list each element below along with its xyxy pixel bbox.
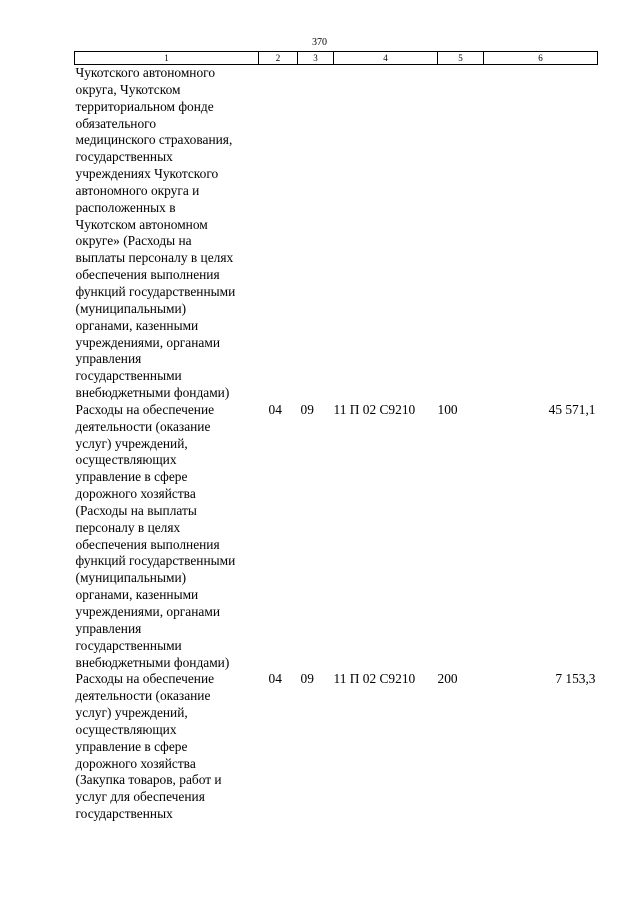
description-line: управления: [75, 351, 142, 367]
column-header: 1: [75, 52, 259, 65]
description-line: учреждениях Чукотского: [75, 166, 219, 182]
target-article-code: 11 П 02 С9210: [333, 401, 416, 417]
description-line: функций государственными: [75, 283, 236, 299]
description-line: услуг) учреждений,: [75, 435, 188, 451]
expense-type-code: 100: [437, 401, 458, 417]
description-line: медицинского страхования,: [75, 132, 233, 148]
description-line: управление в сфере: [75, 469, 188, 485]
description-line: выплаты персоналу в целях: [75, 250, 234, 266]
section-code: [259, 65, 298, 402]
subsection-code: 09: [300, 401, 314, 417]
description-line: государственных: [75, 806, 173, 822]
page-number: 370: [312, 37, 327, 48]
expense-type-code: 200: [437, 671, 458, 687]
description-line: дорожного хозяйства: [75, 755, 196, 771]
description-line: услуг для обеспечения: [75, 789, 205, 805]
column-header: 4: [334, 52, 438, 65]
description-line: территориальном фонде: [75, 98, 214, 114]
description-line: осуществляющих: [75, 721, 177, 737]
target-article-code: [334, 65, 438, 402]
amount-value: 7 153,3: [555, 671, 596, 687]
item-description: [75, 402, 259, 672]
description-line: осуществляющих: [75, 452, 177, 468]
description-line: государственными: [75, 637, 182, 653]
amount-value: 45 571,1: [548, 401, 596, 417]
subsection-code: 09: [300, 671, 314, 687]
description-line: (Расходы на выплаты: [75, 502, 197, 518]
table-row: [75, 671, 598, 823]
description-line: (муниципальными): [75, 300, 187, 316]
description-line: округа, Чукотском: [75, 81, 181, 97]
description-line: услуг) учреждений,: [75, 705, 188, 721]
description-line: управления: [75, 620, 142, 636]
table-row: [75, 402, 598, 672]
column-header: 5: [438, 52, 484, 65]
description-line: учреждениями, органами: [75, 334, 220, 350]
description-line: обеспечения выполнения: [75, 267, 220, 283]
description-line: внебюджетными фондами): [75, 654, 230, 670]
description-line: персоналу в целях: [75, 519, 181, 535]
budget-table-body: [75, 65, 598, 823]
description-line: округе» (Расходы на: [75, 233, 192, 249]
description-line: учреждениями, органами: [75, 604, 220, 619]
column-header: 3: [298, 52, 334, 65]
section-code: 04: [268, 671, 282, 687]
column-number-header-row: [75, 52, 598, 65]
subsection-code: [298, 65, 334, 402]
description-line: Расходы на обеспечение: [75, 401, 215, 417]
item-description: [75, 671, 259, 823]
description-line: Расходы на обеспечение: [75, 671, 215, 687]
expense-type-code: [438, 65, 484, 402]
description-line: обеспечения выполнения: [75, 536, 220, 552]
target-article-code: 11 П 02 С9210: [333, 671, 416, 687]
amount-value: [484, 65, 598, 402]
table-row: [75, 65, 598, 402]
description-line: государственными: [75, 368, 182, 384]
description-line: функций государственными: [75, 553, 236, 569]
description-line: расположенных в: [75, 199, 176, 215]
description-line: государственных: [75, 149, 173, 165]
description-line: органами, казенными: [75, 317, 199, 333]
description-line: деятельности (оказание: [75, 688, 211, 704]
description-line: управление в сфере: [75, 738, 188, 754]
description-line: Чукотского автономного: [75, 65, 216, 80]
item-description: [75, 65, 259, 402]
description-line: обязательного: [75, 115, 157, 131]
column-header: 6: [484, 52, 598, 65]
column-header: 2: [259, 52, 298, 65]
description-line: Чукотском автономном: [75, 216, 208, 232]
section-code: 04: [268, 401, 282, 417]
description-line: (Закупка товаров, работ и: [75, 772, 222, 788]
description-line: органами, казенными: [75, 587, 199, 603]
description-line: дорожного хозяйства: [75, 486, 196, 502]
description-line: автономного округа и: [75, 182, 200, 198]
description-line: (муниципальными): [75, 570, 187, 586]
budget-table: [74, 51, 598, 823]
description-line: деятельности (оказание: [75, 418, 211, 434]
description-line: внебюджетными фондами): [75, 385, 230, 401]
